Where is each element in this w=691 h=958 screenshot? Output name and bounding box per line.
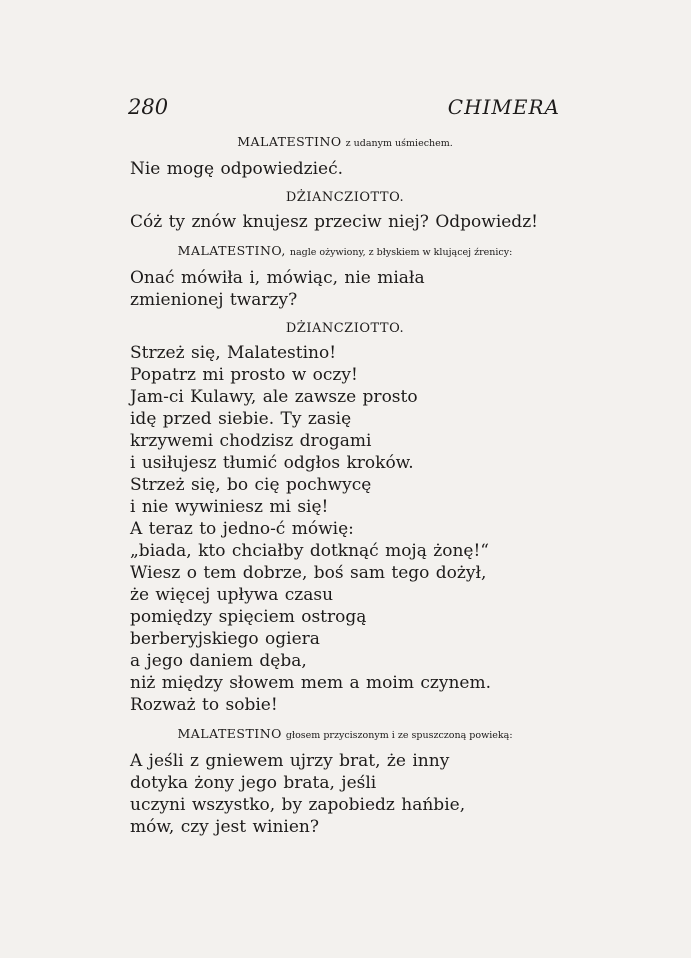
verse-line: Wiesz o tem dobrze, boś sam tego dożył,: [130, 563, 487, 583]
verse-line: dotyka żony jego brata, jeśli: [130, 773, 377, 793]
speaker-name: DŻIANCZIOTTO.: [285, 190, 405, 205]
verse-line: Cóż ty znów knujesz przeciw niej? Odpowiedz!: [130, 212, 538, 232]
speaker-heading: [130, 726, 560, 744]
verse-line: idę przed siebie. Ty zasię: [130, 409, 352, 429]
stage-direction: z udanym uśmiechem.: [345, 138, 453, 149]
verse-line: zmienionej twarzy?: [130, 290, 298, 310]
speaker-name: MALATESTINO: [177, 726, 282, 741]
verse-line: pomiędzy spięciem ostrogą: [130, 607, 367, 627]
speech: [130, 158, 560, 180]
verse-line: a jego daniem dęba,: [130, 651, 307, 671]
speech: [130, 211, 560, 233]
verse-line: Onać mówiła i, mówiąc, nie miała: [130, 268, 425, 288]
verse-line: Strzeż się, bo cię pochwycę: [130, 475, 372, 495]
page-number: 280: [128, 95, 169, 119]
verse-line: krzywemi chodzisz drogami: [130, 431, 372, 451]
speaker-name: MALATESTINO,: [177, 243, 286, 258]
verse-line: i nie wywiniesz mi się!: [130, 497, 329, 517]
verse-line: Nie mogę odpowiedzieć.: [130, 159, 344, 179]
running-title: CHIMERA: [447, 95, 560, 119]
speech: [130, 342, 560, 716]
speaker-heading: [130, 134, 560, 152]
verse-line: i usiłujesz tłumić odgłos kroków.: [130, 453, 414, 473]
verse-line: Popatrz mi prosto w oczy!: [130, 365, 358, 385]
verse-line: berberyjskiego ogiera: [130, 629, 320, 649]
stage-direction: nagle ożywiony, z błyskiem w klującej źrenicy:: [289, 247, 513, 258]
verse-line: Rozważ to sobie!: [130, 695, 278, 715]
page-header: [128, 95, 560, 119]
verse-line: niż między słowem mem a moim czynem.: [130, 673, 491, 693]
verse-line: mów, czy jest winien?: [130, 817, 319, 837]
verse-line: A teraz to jedno-ć mówię:: [130, 519, 354, 539]
verse-line: Strzeż się, Malatestino!: [130, 343, 337, 363]
stage-direction: głosem przyciszonym i ze spuszczoną powieką:: [285, 730, 513, 741]
verse-line: A jeśli z gniewem ujrzy brat, że inny: [130, 751, 450, 771]
verse-line: „biada, kto chciałby dotknąć moją żonę!“: [130, 541, 489, 561]
play-text: [130, 134, 560, 848]
speaker-name: MALATESTINO: [237, 134, 342, 149]
verse-line: uczyni wszystko, by zapobiedz hańbie,: [130, 795, 466, 815]
speaker-name: DŻIANCZIOTTO.: [285, 321, 405, 336]
verse-line: Jam-ci Kulawy, ale zawsze prosto: [130, 387, 418, 407]
speaker-heading: [130, 243, 560, 261]
verse-line: że więcej upływa czasu: [130, 585, 334, 605]
speech: [130, 750, 560, 838]
speech: [130, 267, 560, 311]
